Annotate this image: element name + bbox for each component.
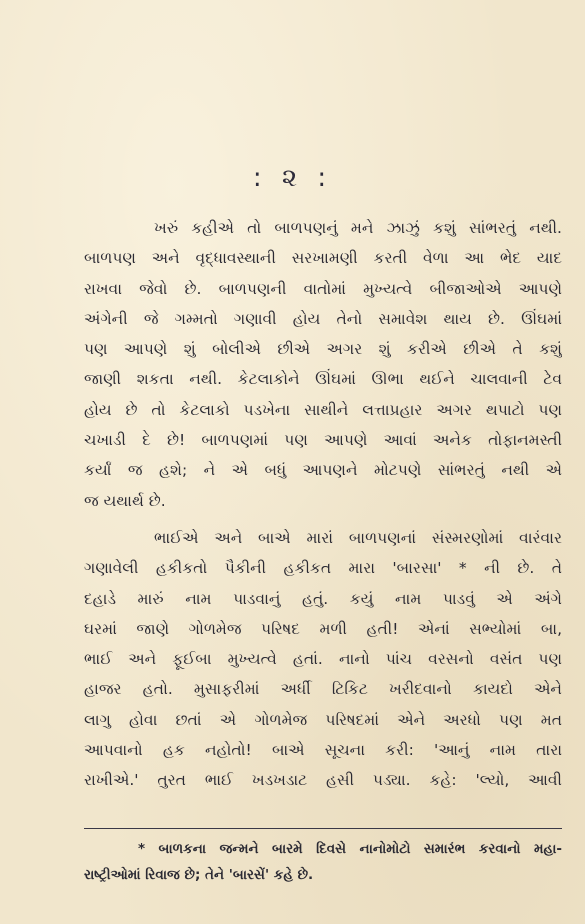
text-line: હોય છે તો કેટલાકો પડખેના સાથીને લત્તાપ્રહાર અગર થપાટો પણ: [84, 400, 562, 419]
text-line: કર્યાં જ હશે; ને એ બધું આપણને મોટપણે સાંભરતું નથી એ: [84, 461, 562, 480]
text-line: રાખવા જેવો છે. બાળપણની વાતોમાં મુખ્યત્વે બીજાઓએ આપણે: [84, 279, 562, 298]
text-line: આપવાનો હક નહોતો! બાએ સૂચના કરી: 'આનું નામ તારા: [84, 741, 562, 760]
text-line: જ યથાર્થ છે.: [84, 491, 166, 510]
footnote-line: રાષ્ટ્રીઓમાં રિવાજ છે; તેને 'બારસેં' કહે છે.: [84, 867, 314, 883]
text-line: ગણાવેલી હકીકતો પૈકીની હકીકત મારા 'બારસા' * ની છે. તે: [84, 559, 562, 578]
paragraph-2: [84, 523, 562, 796]
text-line: જાણી શકતા નથી. કેટલાકોને ઊંઘમાં ઊભા થઈને ચાલવાની ટેવ: [84, 370, 562, 389]
footnote-divider: [84, 828, 562, 829]
text-line: ખરું કહીએ તો બાળપણનું મને ઝાઝું કશું સાંભરતું નથી.: [154, 219, 562, 237]
body-text: [84, 213, 562, 796]
text-line: બાળપણ અને વૃદ્ધાવસ્થાની સરખામણી કરતી વેળા આ ભેદ યાદ: [84, 249, 562, 268]
paragraph-1: [84, 213, 562, 516]
text-line: રાખીએ.' તુરત ભાઈ ખડખડાટ હસી પડ્યા. કહે: 'લ્યો, આવી: [84, 771, 562, 790]
text-line: ચખાડી દે છે! બાળપણમાં પણ આપણે આવાં અનેક તોફાનમસ્તી: [84, 431, 562, 450]
text-line: ઘરમાં જાણે ગોળમેજ પરિષદ મળી હતી! એનાં સભ્યોમાં બા,: [84, 619, 562, 638]
text-line: પણ આપણે શું બોલીએ છીએ અગર શું કરીએ છીએ તે કશું: [84, 340, 562, 359]
text-line: લાગુ હોવા છતાં એ ગોળમેજ પરિષદમાં એને અરધો પણ મત: [84, 710, 562, 729]
text-line: ભાઈ અને ફૂઈબા મુખ્યત્વે હતાં. નાનો પાંચ વરસનો વસંત પણ: [84, 650, 562, 669]
footnote: [84, 836, 562, 888]
text-line: હાજર હતો. મુસાફરીમાં અર્ધી ટિકિટ ખરીદવાનો કાયદો એને: [84, 680, 562, 699]
text-line: દહાડે મારું નામ પાડવાનું હતું. કયું નામ પાડવું એ અંગે: [84, 589, 562, 608]
footnote-line: * બાળકના જન્મને બારમે દિવસે નાનોમોટો સમારંભ કરવાનો મહા-: [138, 841, 562, 857]
chapter-number: : ૨ :: [252, 163, 333, 193]
text-line: અંગેની જે ગમ્મતો ગણાવી હોય તેનો સમાવેશ થાય છે. ઊંઘમાં: [84, 309, 562, 328]
text-line: ભાઈએ અને બાએ મારાં બાળપણનાં સંસ્મરણોમાં વારંવાર: [154, 528, 562, 547]
